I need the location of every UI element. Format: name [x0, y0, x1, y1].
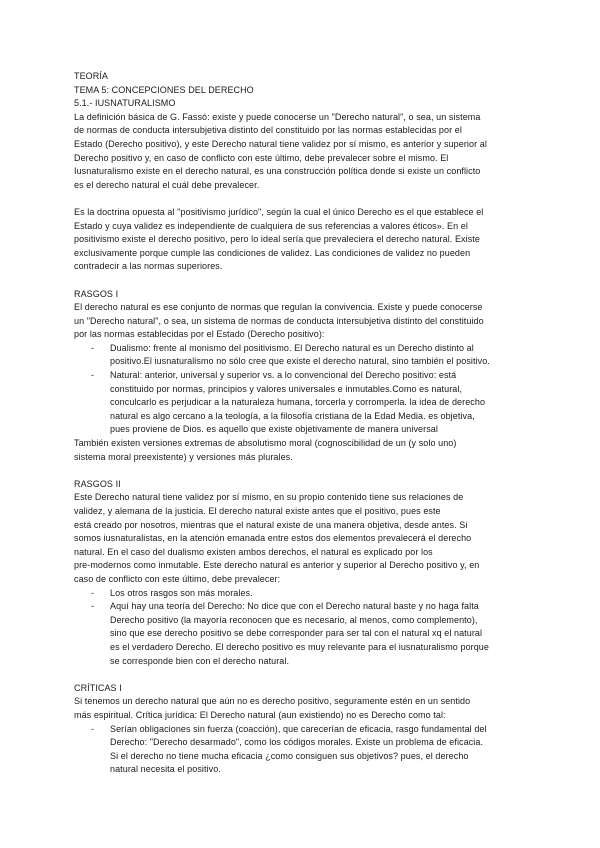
- section-title: 5.1.- IUSNATURALISMO: [74, 98, 176, 109]
- bullet-line: Serían obligaciones sin fuerza (coacción), que carecerían de eficacia, rasgo fundamental del: [110, 723, 487, 734]
- text-line: por las normas establecidas por el Estado (Derecho positivo):: [74, 329, 325, 340]
- document-page: [74, 70, 529, 777]
- bullet-item: [74, 369, 529, 437]
- spacer: [74, 464, 529, 478]
- spacer: [74, 274, 529, 288]
- rasgos-i-heading: RASGOS I: [74, 288, 119, 299]
- bullet-line: conculcarlo es perjudicar a la naturaleza humana, torcerla y corromperla. la idea de derecho: [110, 397, 486, 408]
- text-line: Este Derecho natural tiene validez por sí mismo, en su propio contenido tiene sus relaciones de: [74, 492, 464, 503]
- bullet-line: Derecho positivo (la mayoría reconocen que es necesario, al menos, como complemento),: [110, 614, 478, 625]
- text-line: Estado y cuya validez es independiente de cualquiera de sus referencias a valores éticos». En el: [74, 220, 468, 231]
- bullet-dash: -: [91, 723, 95, 734]
- text-line: contradecir a las normas superiores.: [74, 261, 223, 272]
- text-line: Iusnaturalismo existe en el derecho natural, es una construcción política donde si existe un conflicto: [74, 166, 481, 177]
- text-line: más espiritual. Crítica jurídica: El Derecho natural (aun existiendo) no es Derecho como tal:: [74, 709, 446, 720]
- text-line: Estado (Derecho positivo), y este Derecho natural tiene validez por sí mismo, es anterior y superior al: [74, 138, 487, 149]
- bullet-line: natural es algo cercano a la teología, a la filosofía cristiana de la Edad Media. es objetiva,: [110, 410, 475, 421]
- rasgos-ii-bullets: [74, 587, 529, 669]
- bullet-line: Aquí hay una teoría del Derecho: No dice que con el Derecho natural baste y no haga falta: [110, 601, 479, 612]
- topic-title: TEMA 5: CONCEPCIONES DEL DERECHO: [74, 84, 254, 95]
- bullet-line: positivo.El iusnaturalismo no sólo cree que existe el derecho natural, sino también el positivo.: [110, 356, 490, 367]
- rasgos-ii-paragraph: [74, 491, 529, 586]
- text-line: de normas de conducta intersubjetiva distinto del constituido por las normas establecidas por el: [74, 125, 462, 136]
- doc-title: TEORÍA: [74, 71, 108, 81]
- text-line: Derecho positivo y, en caso de conflicto con este último, debe prevalecer sobre el mismo. El: [74, 152, 449, 163]
- opposition-paragraph: [74, 206, 529, 274]
- text-line: pre-modernos como inmutable. Este derecho natural es anterior y superior al Derecho positivo y, en: [74, 560, 480, 571]
- intro-paragraph: [74, 111, 529, 193]
- bullet-item: [74, 342, 529, 369]
- rasgos-ii-heading: RASGOS II: [74, 478, 121, 489]
- text-line: es el derecho natural el cuál debe prevalecer.: [74, 179, 260, 190]
- text-line: Es la doctrina opuesta al "positivismo jurídico", según la cual el único Derecho es el que establece el: [74, 206, 484, 217]
- bullet-line: Si el derecho no tiene mucha eficacia ¿como consiguen sus objetivos? pues, el derecho: [110, 750, 469, 761]
- spacer: [74, 192, 529, 206]
- bullet-dash: -: [91, 370, 95, 381]
- bullet-line: pues proviene de Dios. es aquello que existe objetivamente de manera universal: [110, 424, 438, 435]
- bullet-line: constituido por normas, principios y valores universales e inmutables.Como es natural,: [110, 383, 463, 394]
- text-line: sistema moral preexistente) y versiones más plurales.: [74, 451, 293, 462]
- text-line: un "Derecho natural", o sea, un sistema de normas de conducta intersubjetiva distinto del constituido: [74, 315, 484, 326]
- criticas-i-bullets: [74, 723, 529, 777]
- bullet-line: se corresponde bien con el derecho natural.: [110, 655, 290, 666]
- bullet-line: Natural: anterior, universal y superior vs. a lo convencional del Derecho positivo: está: [110, 370, 457, 381]
- rasgos-i-closing: [74, 437, 529, 464]
- text-line: está creado por nosotros, mientras que el natural existe de una manera objetiva, desde antes. Si: [74, 519, 468, 530]
- bullet-line: Derecho: "Derecho desarmado", como los códigos morales. Existe un problema de eficacia.: [110, 737, 484, 748]
- criticas-i-paragraph: [74, 695, 529, 722]
- text-line: caso de conflicto con este último, debe prevalecer:: [74, 573, 281, 584]
- criticas-i-heading: CRÍTICAS I: [74, 682, 122, 693]
- bullet-line: sino que ese derecho positivo se debe corresponder para ser tal con el natural xq el natural: [110, 628, 483, 639]
- text-line: natural. En el caso del dualismo existen ambos derechos, el natural es explicado por los: [74, 546, 433, 557]
- bullet-dash: -: [91, 587, 95, 598]
- text-line: somos iusnaturalistas, en la atención emanada entre estos dos elementos prevalecerá el derecho: [74, 533, 472, 544]
- bullet-dash: -: [91, 342, 95, 353]
- text-line: La definición básica de G. Fassó: existe y puede conocerse un "Derecho natural", o sea, un sistema: [74, 111, 481, 122]
- bullet-item: [74, 723, 529, 777]
- bullet-line: es el verdadero Derecho. El derecho positivo es muy relevante para el iusnaturalismo porque: [110, 641, 489, 652]
- bullet-line: Dualismo: frente al monismo del positivismo. El Derecho natural es un Derecho distinto al: [110, 342, 474, 353]
- bullet-line: Los otros rasgos son más morales.: [110, 587, 253, 598]
- bullet-dash: -: [91, 601, 95, 612]
- spacer: [74, 668, 529, 682]
- bullet-item: [74, 600, 529, 668]
- rasgos-i-paragraph: [74, 301, 529, 342]
- text-line: También existen versiones extremas de absolutismo moral (cognoscibilidad de un (y solo uno): [74, 438, 457, 449]
- text-line: exclusivamente porque cumple las condiciones de validez. Las condiciones de validez no pueden: [74, 247, 471, 258]
- rasgos-i-bullets: [74, 342, 529, 437]
- text-line: positivismo existe el derecho positivo, pero lo ideal sería que prevaleciera el derecho natural. Existe: [74, 234, 480, 245]
- text-line: validez, y alemana de la justicia. El derecho natural existe antes que el positivo, pues este: [74, 506, 441, 516]
- bullet-item: [74, 587, 529, 601]
- bullet-line: natural necesita el positivo.: [110, 764, 221, 775]
- text-line: El derecho natural es ese conjunto de normas que regulan la convivencia. Existe y puede conocerse: [74, 302, 483, 313]
- text-line: Si tenemos un derecho natural que aún no es derecho positivo, seguramente estén en un sentido: [74, 696, 471, 707]
